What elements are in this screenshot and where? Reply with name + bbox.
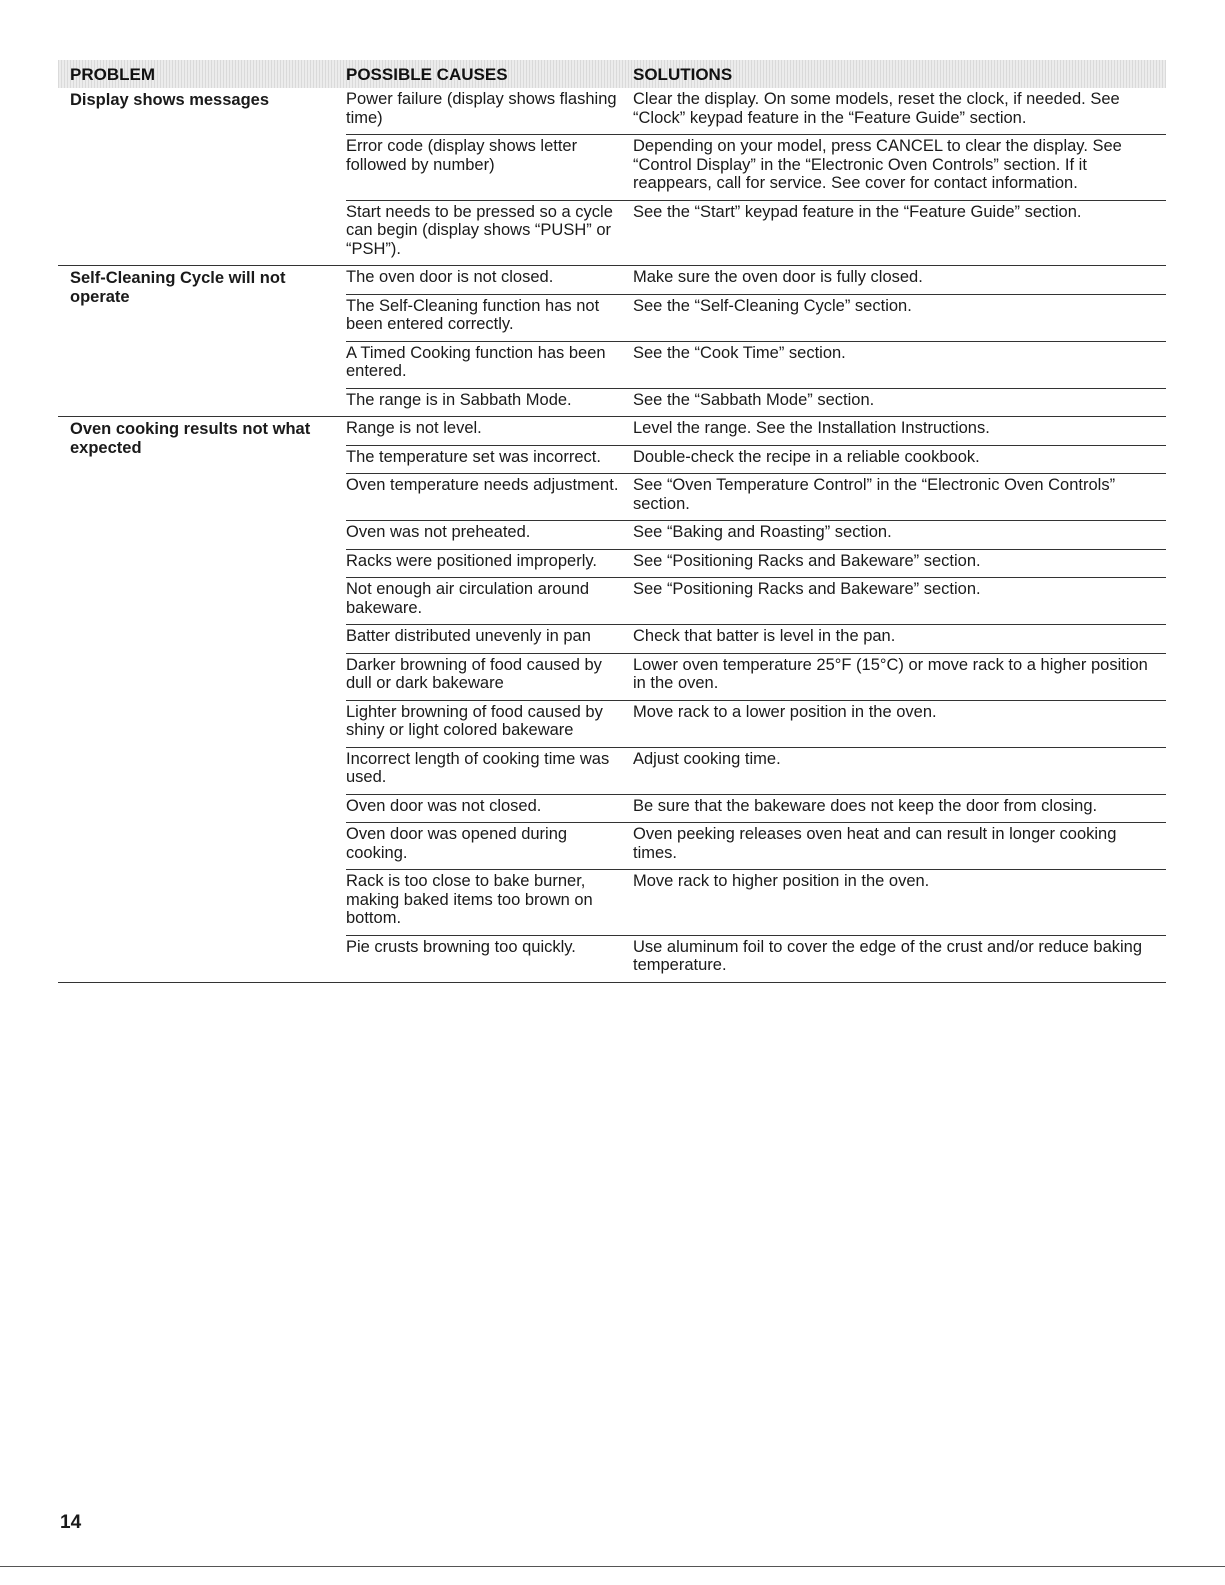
- cause-solution-list: [346, 88, 1166, 265]
- solution-text: Oven peeking releases oven heat and can result in longer cooking times.: [633, 825, 1117, 862]
- table-row: [346, 549, 1166, 578]
- solution-text: See the “Sabbath Mode” section.: [633, 390, 875, 409]
- cause-text: Power failure (display shows flashing time): [346, 90, 617, 127]
- solution-text: Make sure the oven door is fully closed.: [633, 268, 923, 286]
- solution-text: Double-check the recipe in a reliable cookbook.: [633, 447, 980, 466]
- solution-text: Move rack to a lower position in the oven.: [633, 702, 937, 721]
- solution-text: Move rack to higher position in the oven.: [633, 872, 930, 890]
- cause-text: Not enough air circulation around bakeware.: [346, 580, 590, 617]
- problem-title: Oven cooking results not what expected: [70, 420, 311, 457]
- cause-text: A Timed Cooking function has been entered.: [346, 343, 606, 380]
- table-row: [346, 869, 1166, 935]
- cause-text: Lighter browning of food caused by shiny or light colored bakeware: [346, 702, 603, 739]
- table-row: [346, 700, 1166, 747]
- solution-text: Check that batter is level in the pan.: [633, 627, 896, 645]
- problem-title: Self-Cleaning Cycle will not operate: [70, 269, 286, 306]
- table-row: [346, 577, 1166, 624]
- table-row: [346, 200, 1166, 266]
- cause-solution-list: [346, 266, 1166, 416]
- cause-text: Oven was not preheated.: [346, 523, 531, 541]
- table-row: [346, 417, 1166, 445]
- cause-text: Pie crusts browning too quickly.: [346, 937, 576, 956]
- cause-text: Oven temperature needs adjustment.: [346, 476, 619, 494]
- cause-text: Incorrect length of cooking time was used.: [346, 749, 610, 786]
- troubleshooting-table: [58, 60, 1166, 983]
- solution-text: See the “Cook Time” section.: [633, 343, 846, 362]
- table-row: [346, 473, 1166, 520]
- header-solutions: SOLUTIONS: [633, 65, 733, 84]
- solution-text: Depending on your model, press CANCEL to clear the display. See “Control Display” in the “Electronic Oven Controls” section. If it reappears, call for service. See cover for contact information.: [633, 137, 1122, 192]
- cause-text: Error code (display shows letter followed by number): [346, 137, 578, 174]
- cause-text: Oven door was not closed.: [346, 796, 542, 815]
- table-row: [346, 388, 1166, 417]
- table-row: [346, 88, 1166, 134]
- table-row: [346, 445, 1166, 474]
- problem-group-display-messages: [58, 88, 1166, 266]
- solution-text: Be sure that the bakeware does not keep the door from closing.: [633, 796, 1098, 815]
- solution-text: Clear the display. On some models, reset the clock, if needed. See “Clock” keypad feature in the “Feature Guide” section.: [633, 90, 1120, 127]
- table-header: [58, 60, 1166, 88]
- cause-text: The temperature set was incorrect.: [346, 447, 601, 466]
- cause-text: The Self-Cleaning function has not been entered correctly.: [346, 296, 600, 333]
- cause-text: Start needs to be pressed so a cycle can begin (display shows “PUSH” or “PSH”).: [346, 202, 613, 258]
- table-row: [346, 794, 1166, 823]
- solution-text: See “Positioning Racks and Bakeware” section.: [633, 580, 981, 598]
- table-row: [346, 747, 1166, 794]
- solution-text: See the “Self-Cleaning Cycle” section.: [633, 296, 912, 315]
- table-row: [346, 822, 1166, 869]
- page-number: 14: [60, 1512, 82, 1533]
- solution-text: See “Positioning Racks and Bakeware” section.: [633, 551, 981, 570]
- solution-text: See “Baking and Roasting” section.: [633, 523, 892, 541]
- problem-title: Display shows messages: [70, 91, 270, 109]
- cause-text: Oven door was opened during cooking.: [346, 825, 568, 862]
- solution-text: See the “Start” keypad feature in the “Feature Guide” section.: [633, 202, 1082, 221]
- table-row: [346, 520, 1166, 549]
- cause-text: Batter distributed unevenly in pan: [346, 627, 591, 645]
- cause-text: Range is not level.: [346, 419, 482, 437]
- table-row: [346, 294, 1166, 341]
- table-row: [346, 624, 1166, 653]
- problem-group-self-cleaning: [58, 266, 1166, 417]
- solution-text: Lower oven temperature 25°F (15°C) or move rack to a higher position in the oven.: [633, 655, 1148, 692]
- header-possible-causes: POSSIBLE CAUSES: [346, 65, 508, 84]
- cause-text: The oven door is not closed.: [346, 268, 554, 286]
- header-problem: PROBLEM: [70, 65, 155, 84]
- solution-text: Adjust cooking time.: [633, 749, 781, 768]
- solution-text: Use aluminum foil to cover the edge of the crust and/or reduce baking temperature.: [633, 937, 1143, 974]
- solution-text: Level the range. See the Installation Instructions.: [633, 419, 990, 437]
- cause-solution-list: [346, 417, 1166, 982]
- cause-text: Rack is too close to bake burner, making baked items too brown on bottom.: [346, 872, 593, 927]
- table-row: [346, 266, 1166, 294]
- cause-text: Darker browning of food caused by dull or dark bakeware: [346, 655, 602, 692]
- table-row: [346, 653, 1166, 700]
- bottom-rule: [0, 1566, 1225, 1567]
- table-row: [346, 341, 1166, 388]
- cause-text: Racks were positioned improperly.: [346, 551, 597, 570]
- table-row: [346, 134, 1166, 200]
- cause-text: The range is in Sabbath Mode.: [346, 390, 572, 409]
- solution-text: See “Oven Temperature Control” in the “Electronic Oven Controls” section.: [633, 476, 1116, 513]
- table-row: [346, 935, 1166, 982]
- problem-group-cooking-results: [58, 417, 1166, 983]
